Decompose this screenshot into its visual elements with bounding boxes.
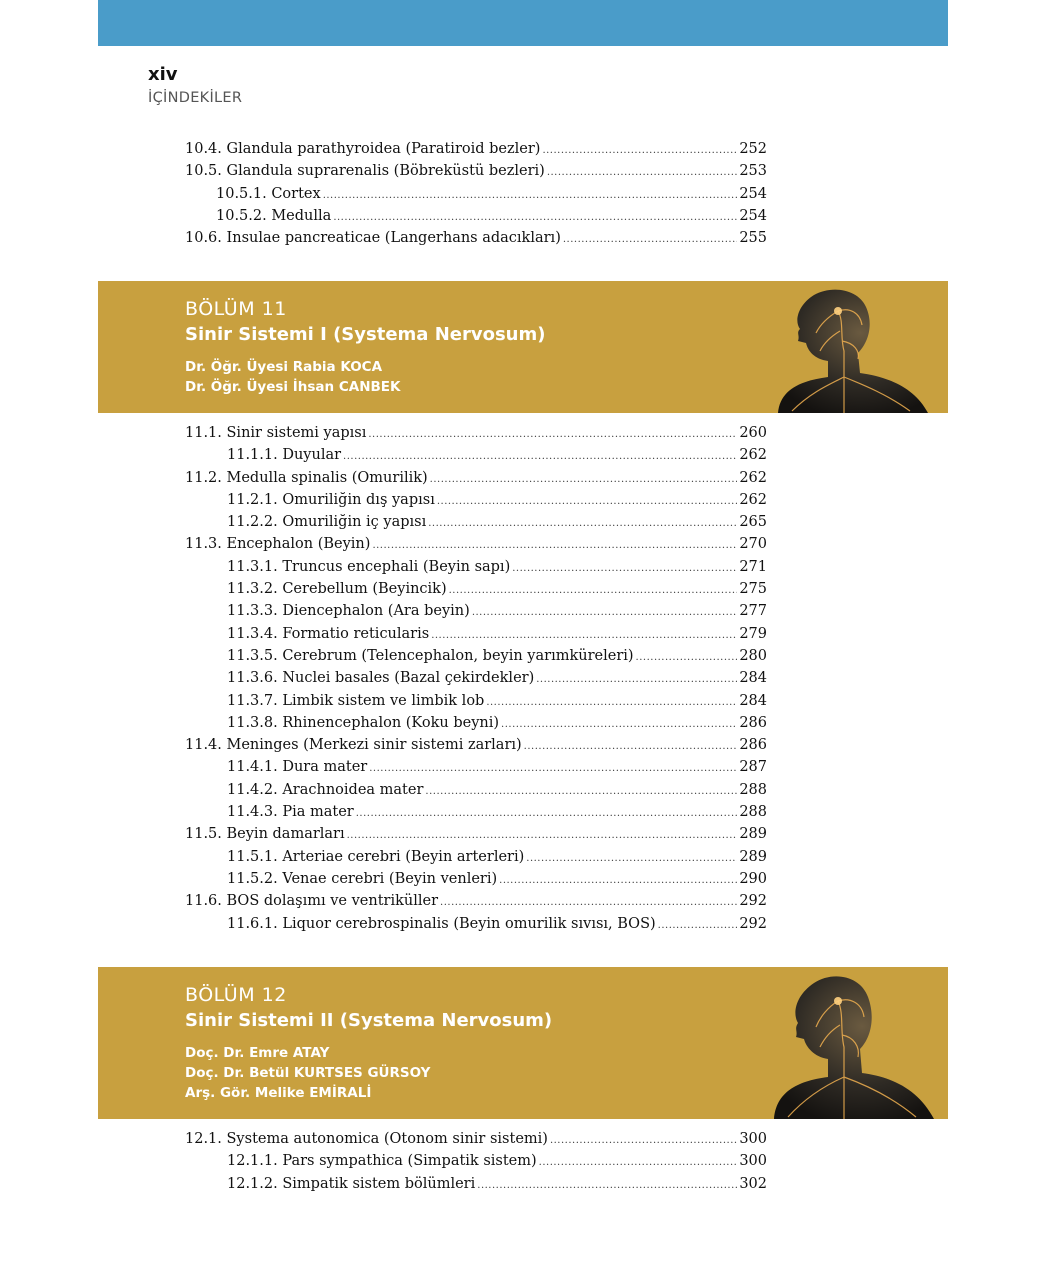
toc-leader-dots [512, 563, 737, 574]
toc-entry-label: 11.3.5. Cerebrum (Telencephalon, beyin yarımküreleri) [227, 647, 634, 664]
toc-entry-label: 11.4. Meninges (Merkezi sinir sistemi zarları) [185, 737, 522, 754]
chapter-number: BÖLÜM 11 [185, 298, 287, 320]
chapter-number: BÖLÜM 12 [185, 984, 287, 1006]
toc-entry-page: 290 [739, 870, 767, 887]
toc-entry-page: 289 [739, 826, 767, 843]
toc-entry-label: 11.2.1. Omuriliğin dış yapısı [227, 491, 435, 508]
toc-entry-page: 284 [739, 692, 767, 709]
toc-entry-label: 11.1. Sinir sistemi yapısı [185, 425, 367, 441]
toc-entry-label: 11.6. BOS dolaşımı ve ventriküller [185, 893, 439, 910]
toc-entry [185, 715, 767, 737]
toc-entry-label: 10.4. Glandula parathyroidea (Paratiroid bezler) [185, 141, 541, 157]
toc-leader-dots [369, 763, 737, 774]
toc-entry-page: 288 [739, 781, 767, 798]
chapter-heading [185, 297, 545, 397]
toc-entry-label: 11.4.1. Dura mater [227, 759, 368, 776]
toc-entry-page: 284 [739, 670, 767, 687]
toc-entry-label: 12.1.2. Simpatik sistem bölümleri [227, 1175, 476, 1192]
toc-entry-label: 10.5.1. Cortex [216, 185, 321, 202]
toc-leader-dots [449, 585, 738, 596]
toc-entry-label: 10.5.2. Medulla [216, 207, 332, 224]
toc-entry [185, 425, 767, 447]
toc-entry [185, 893, 767, 915]
toc-entry-label: 11.3.6. Nuclei basales (Bazal çekirdekler) [227, 670, 535, 687]
toc-entry-page: 286 [739, 714, 767, 731]
toc-entry [185, 1176, 767, 1198]
toc-entry [185, 693, 767, 715]
toc-entry-page: 286 [739, 737, 767, 754]
toc-entry-page: 292 [739, 893, 767, 910]
toc-entry-label: 11.5.2. Venae cerebri (Beyin venleri) [227, 870, 498, 887]
toc-entry-page: 302 [739, 1175, 767, 1192]
toc-entry-page: 270 [739, 536, 767, 553]
toc-leader-dots [524, 741, 738, 752]
toc-entry [185, 648, 767, 670]
toc-entry [185, 871, 767, 893]
chapter-title: Sinir Sistemi I (Systema Nervosum) [185, 324, 546, 345]
chapter-author: Doç. Dr. Emre ATAY [185, 1045, 330, 1061]
chapter-authors [185, 1043, 552, 1103]
toc-entry-label: 10.6. Insulae pancreaticae (Langerhans adacıkları) [185, 230, 561, 247]
chapter-author: Dr. Öğr. Üyesi İhsan CANBEK [185, 379, 401, 395]
toc-leader-dots [425, 786, 737, 797]
toc-entry-page: 300 [739, 1153, 767, 1170]
toc-leader-dots [486, 697, 737, 708]
toc-entry-label: 11.3.3. Diencephalon (Ara beyin) [227, 603, 470, 620]
toc-entry [185, 626, 767, 648]
toc-entry [185, 603, 767, 625]
toc-entry-label: 11.3. Encephalon (Beyin) [185, 536, 371, 553]
toc-leader-dots [547, 167, 738, 178]
toc-entry-page: 262 [739, 447, 767, 464]
toc-leader-dots [323, 190, 738, 201]
toc-entry-label: 11.2.2. Omuriliğin iç yapısı [227, 514, 427, 531]
toc-entry [185, 581, 767, 603]
toc-entry [185, 849, 767, 871]
toc-entry [185, 559, 767, 581]
toc-entry-page: 260 [739, 425, 767, 441]
chapter-author: Doç. Dr. Betül KURTSES GÜRSOY [185, 1065, 431, 1081]
toc-leader-dots [343, 451, 737, 462]
toc-entry-label: 11.3.7. Limbik sistem ve limbik lob [227, 692, 485, 709]
toc-leader-dots [658, 920, 738, 931]
toc-entry [185, 1153, 767, 1175]
toc-entry-label: 11.1.1. Duyular [227, 447, 342, 464]
page-section-title: İÇİNDEKİLER [148, 90, 243, 106]
toc-entry [185, 804, 767, 826]
toc-entry-page: 252 [739, 141, 767, 157]
page-header [148, 64, 242, 106]
chapter-title: Sinir Sistemi II (Systema Nervosum) [185, 1010, 553, 1031]
toc-entry-label: 11.4.3. Pia mater [227, 804, 354, 821]
toc-leader-dots [542, 145, 737, 156]
toc-entry-label: 11.6.1. Liquor cerebrospinalis (Beyin omurilik sıvısı, BOS) [227, 915, 656, 932]
chapter-heading [185, 983, 552, 1103]
toc-entry [185, 826, 767, 848]
toc-leader-dots [526, 853, 737, 864]
toc-leader-dots [430, 474, 738, 485]
toc-entry-label: 11.5. Beyin damarları [185, 826, 345, 843]
toc-leader-dots [501, 719, 737, 730]
toc-leader-dots [333, 212, 737, 223]
toc-entry-page: 262 [739, 491, 767, 508]
toc-leader-dots [636, 652, 738, 663]
toc-entry [185, 492, 767, 514]
toc-entry [185, 759, 767, 781]
toc-entry [185, 230, 767, 252]
toc-leader-dots [428, 518, 737, 529]
nervous-system-figure-icon [688, 281, 948, 413]
toc-entry [185, 141, 767, 163]
toc-entry [185, 536, 767, 558]
toc-entry-page: 289 [739, 848, 767, 865]
toc-entry-page: 280 [739, 647, 767, 664]
toc-entry-page: 287 [739, 759, 767, 776]
toc-entry [185, 208, 767, 230]
toc-entry-page: 262 [739, 469, 767, 486]
toc-leader-dots [472, 607, 738, 618]
toc-leader-dots [440, 897, 737, 908]
chapter-banner-11 [98, 281, 948, 413]
toc-entry [185, 782, 767, 804]
toc-entry-label: 11.3.4. Formatio reticularis [227, 625, 430, 642]
toc-entry-label: 11.3.8. Rhinencephalon (Koku beyni) [227, 714, 500, 731]
toc-entry [185, 670, 767, 692]
toc-entry-label: 12.1.1. Pars sympathica (Simpatik sistem) [227, 1153, 537, 1170]
toc-list-chapter-10 [185, 141, 767, 252]
toc-entry [185, 514, 767, 536]
toc-entry [185, 163, 767, 185]
toc-entry-page: 253 [739, 163, 767, 180]
toc-entry-page: 254 [739, 185, 767, 202]
toc-leader-dots [499, 875, 737, 886]
nervous-system-figure-icon [688, 967, 948, 1119]
toc-leader-dots [563, 234, 737, 245]
toc-entry-page: 275 [739, 581, 767, 598]
toc-leader-dots [477, 1180, 737, 1191]
toc-entry-label: 11.2. Medulla spinalis (Omurilik) [185, 469, 428, 486]
toc-entry [185, 447, 767, 469]
toc-entry-label: 12.1. Systema autonomica (Otonom sinir sistemi) [185, 1131, 548, 1147]
toc-entry [185, 916, 767, 938]
toc-entry-label: 10.5. Glandula suprarenalis (Böbreküstü bezleri) [185, 163, 545, 180]
toc-entry-label: 11.3.2. Cerebellum (Beyincik) [227, 581, 447, 598]
toc-entry-page: 254 [739, 207, 767, 224]
toc-leader-dots [437, 496, 737, 507]
toc-entry-label: 11.3.1. Truncus encephali (Beyin sapı) [227, 558, 511, 575]
toc-leader-dots [368, 429, 737, 440]
toc-entry-page: 288 [739, 804, 767, 821]
toc-entry-page: 265 [739, 514, 767, 531]
toc-leader-dots [536, 674, 737, 685]
toc-leader-dots [372, 540, 737, 551]
toc-leader-dots [356, 808, 738, 819]
toc-entry-page: 279 [739, 625, 767, 642]
toc-entry-page: 271 [739, 558, 767, 575]
page-number: xiv [148, 64, 178, 85]
toc-list-chapter-11 [185, 425, 767, 938]
toc-entry-label: 11.4.2. Arachnoidea mater [227, 781, 424, 798]
toc-entry-page: 277 [739, 603, 767, 620]
chapter-banner-12 [98, 967, 948, 1119]
toc-leader-dots [550, 1135, 737, 1146]
toc-entry-label: 11.5.1. Arteriae cerebri (Beyin arterleri) [227, 848, 525, 865]
toc-entry-page: 255 [739, 230, 767, 247]
toc-entry [185, 186, 767, 208]
toc-entry [185, 1131, 767, 1153]
top-color-bar [98, 0, 948, 46]
toc-list-chapter-12 [185, 1131, 767, 1198]
toc-leader-dots [347, 830, 738, 841]
toc-entry [185, 470, 767, 492]
toc-leader-dots [539, 1157, 738, 1168]
chapter-authors [185, 357, 545, 397]
chapter-author: Arş. Gör. Melike EMİRALİ [185, 1085, 372, 1101]
toc-entry-page: 300 [739, 1131, 767, 1147]
chapter-author: Dr. Öğr. Üyesi Rabia KOCA [185, 359, 383, 375]
toc-entry [185, 737, 767, 759]
toc-leader-dots [431, 630, 737, 641]
toc-entry-page: 292 [739, 915, 767, 932]
